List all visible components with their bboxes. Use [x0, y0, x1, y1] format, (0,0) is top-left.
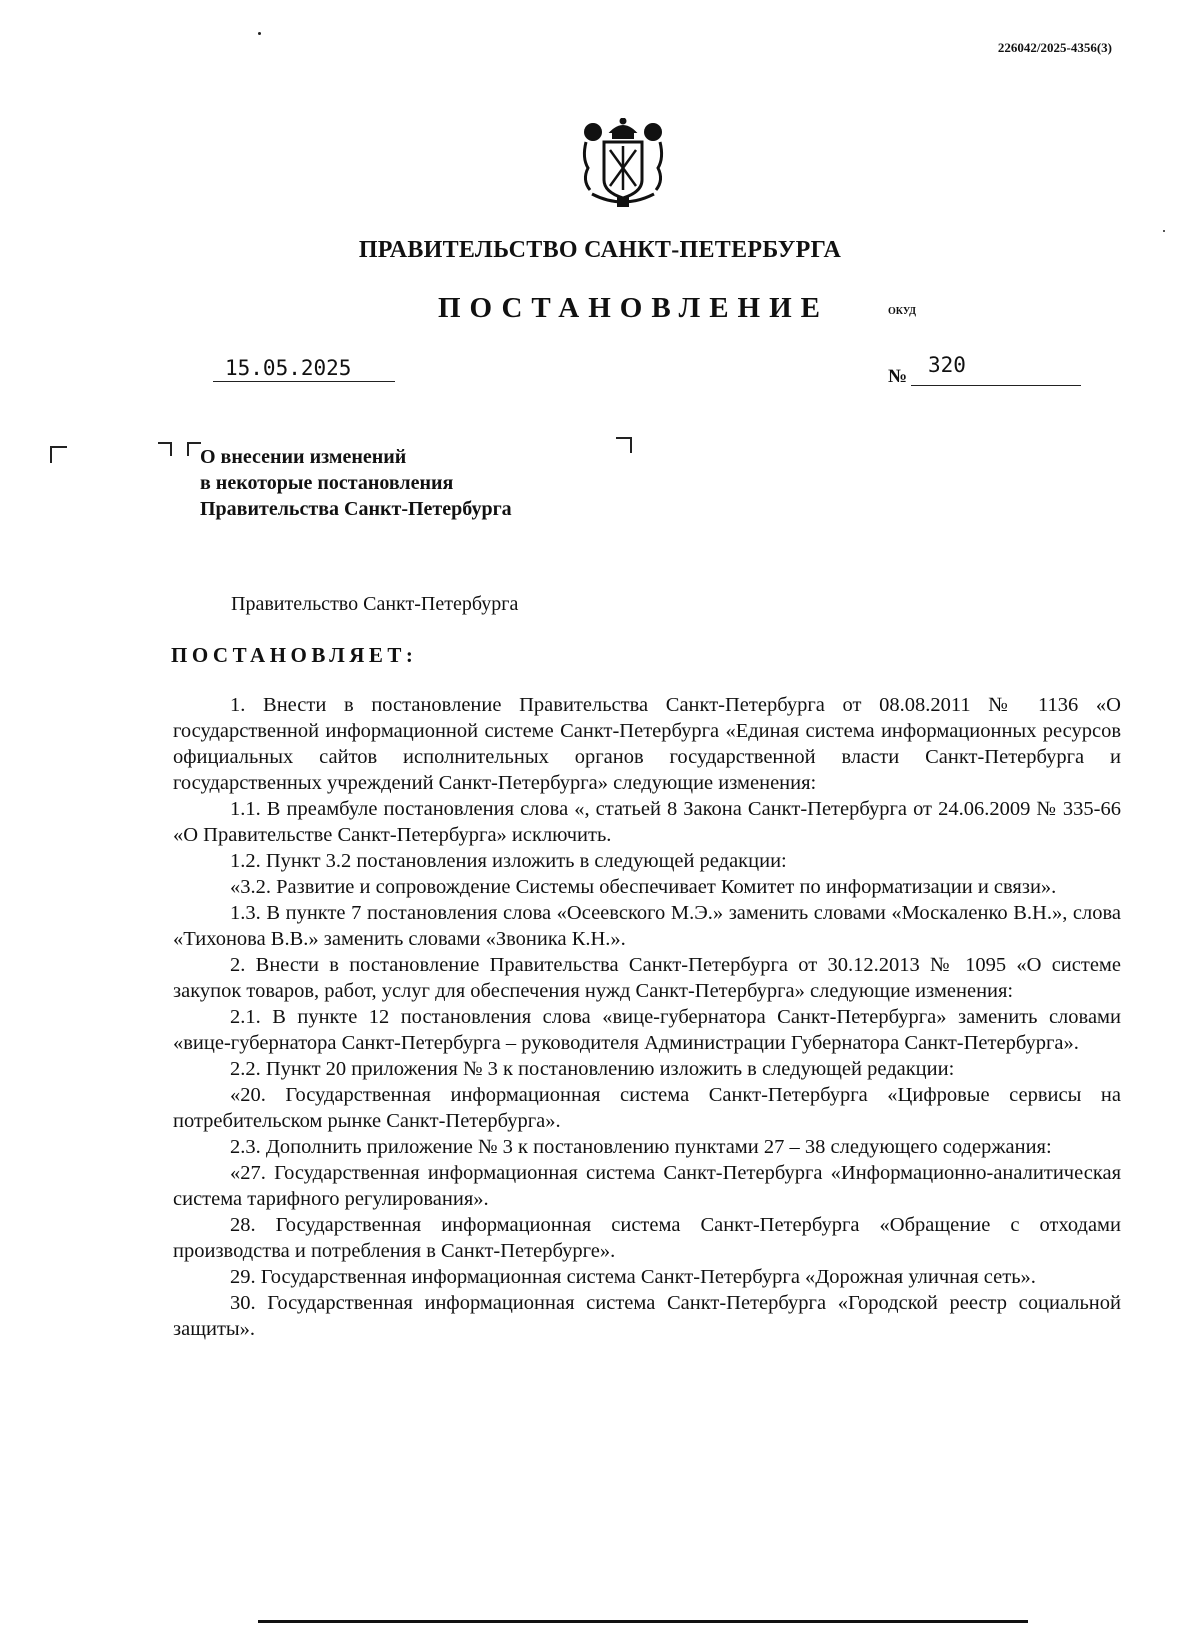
subject-line: в некоторые постановления: [200, 472, 454, 494]
subject-bracket-left-outer: [158, 442, 172, 456]
paragraph: 2.2. Пункт 20 приложения № 3 к постановлению изложить в следующей редакции:: [230, 1058, 955, 1080]
document-date: 15.05.2025: [213, 356, 395, 382]
document-body: [173, 692, 1121, 1342]
document-subject: [200, 444, 512, 522]
registration-number: 226042/2025-4356(3): [997, 40, 1112, 55]
paragraph: 2.1. В пункте 12 постановления слова «вице-губернатора Санкт-Петербурга» заменить словами «вице-губернатора Санкт-Петербурга – руководителя Администрации Губернатора Санкт-Петербурга».: [173, 1006, 1121, 1054]
subject-line: О внесении изменений: [200, 446, 407, 468]
paragraph: «20. Государственная информационная система Санкт-Петербурга «Цифровые сервисы на потребительском рынке Санкт-Петербурга».: [173, 1084, 1121, 1132]
okud-label: ОКУД: [888, 306, 917, 317]
scan-speck: [1163, 230, 1165, 232]
subject-line: Правительства Санкт-Петербурга: [200, 498, 512, 520]
paragraph: 2.3. Дополнить приложение № 3 к постановлению пунктами 27 – 38 следующего содержания:: [230, 1136, 1052, 1158]
government-name: ПРАВИТЕЛЬСТВО САНКТ-ПЕТЕРБУРГА: [358, 237, 842, 263]
paragraph: 29. Государственная информационная система Санкт-Петербурга «Дорожная уличная сеть».: [230, 1266, 1036, 1288]
number-sign: №: [888, 366, 908, 387]
paragraph: 30. Государственная информационная система Санкт-Петербурга «Городской реестр социальной защиты».: [173, 1292, 1121, 1340]
paragraph: 2. Внести в постановление Правительства Санкт-Петербурга от 30.12.2013 № 1095 «О системе закупок товаров, работ, услуг для обеспечения нужд Санкт-Петербурга» следующие изменения:: [173, 954, 1121, 1002]
number-underline: [911, 385, 1081, 386]
document-number: 320: [928, 353, 966, 377]
subject-bracket-right: [616, 437, 632, 453]
subject-bracket-left: [187, 442, 201, 456]
scan-bottom-edge: [258, 1620, 1028, 1623]
margin-corner-mark: [50, 446, 67, 463]
coat-of-arms-emblem: [578, 118, 668, 210]
document-type: ПОСТАНОВЛЕНИЕ: [438, 292, 830, 324]
paragraph: 1.1. В преамбуле постановления слова «, статьей 8 Закона Санкт-Петербурга от 24.06.2009 № 335-66 «О Правительстве Санкт-Петербурга» исключить.: [173, 798, 1121, 846]
paragraph: 1. Внести в постановление Правительства Санкт-Петербурга от 08.08.2011 № 1136 «О государственной информационной системе Санкт-Петербурга «Единая система информационных ресурсов официальных сайтов исполнительных органов государственной власти Санкт-Петербурга и государственных учреждений Санкт-Петербурга» следующие изменения:: [173, 694, 1121, 794]
paragraph: «3.2. Развитие и сопровождение Системы обеспечивает Комитет по информатизации и связи».: [230, 876, 1057, 898]
resolves-heading: ПОСТАНОВЛЯЕТ:: [171, 643, 418, 667]
paragraph: 1.2. Пункт 3.2 постановления изложить в следующей редакции:: [230, 850, 787, 872]
scan-speck: [258, 32, 261, 35]
paragraph: 1.3. В пункте 7 постановления слова «Осеевского М.Э.» заменить словами «Москаленко В.Н.», слова «Тихонова В.В.» заменить словами «Звоника К.Н.».: [173, 902, 1121, 950]
paragraph: 28. Государственная информационная система Санкт-Петербурга «Обращение с отходами производства и потребления в Санкт-Петербурге».: [173, 1214, 1121, 1262]
preamble-actor: Правительство Санкт-Петербурга: [231, 593, 519, 615]
paragraph: «27. Государственная информационная система Санкт-Петербурга «Информационно-аналитическая система тарифного регулирования».: [173, 1162, 1121, 1210]
